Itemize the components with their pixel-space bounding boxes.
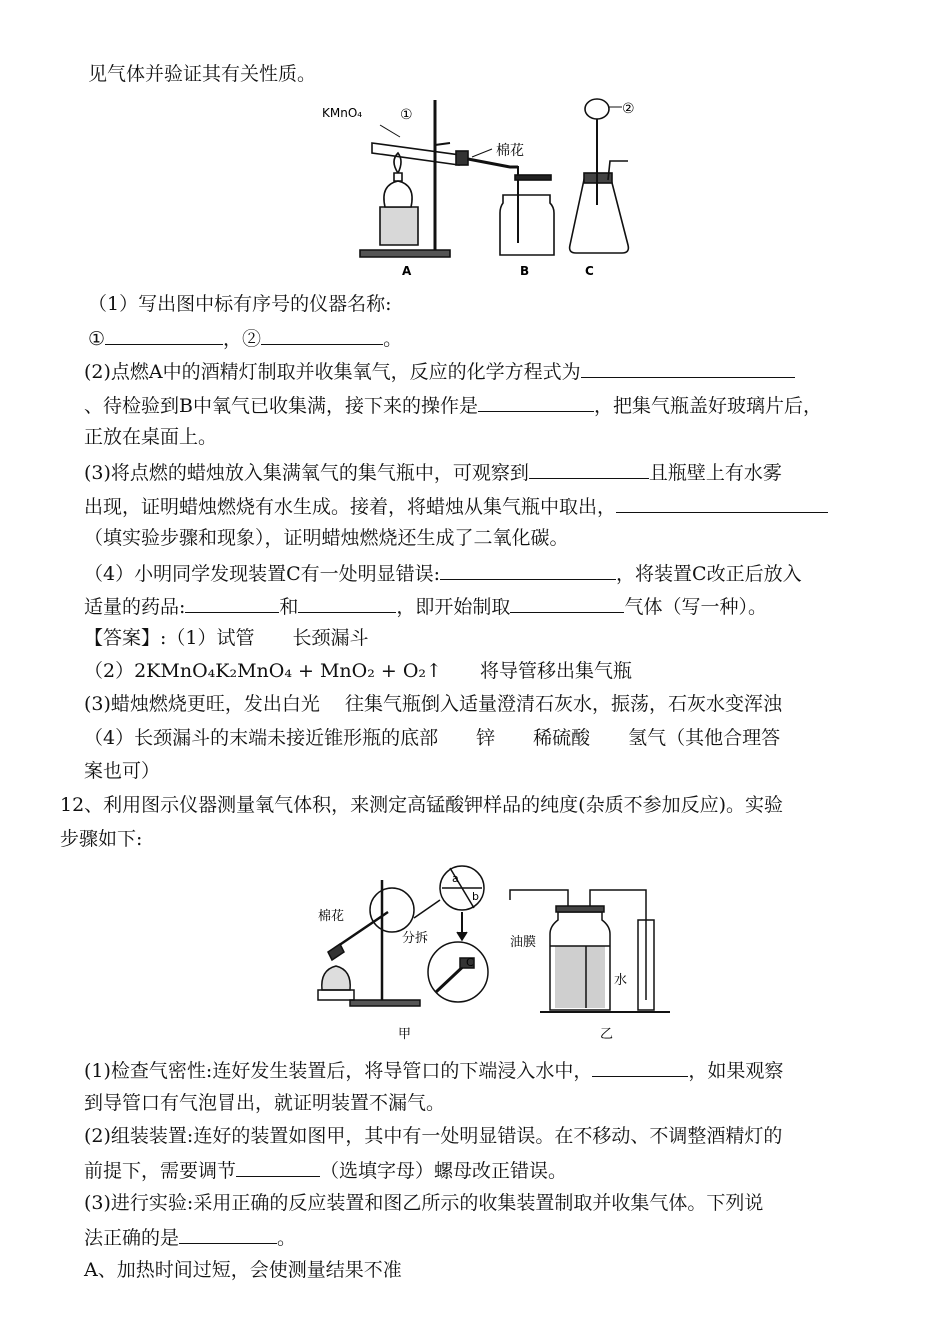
label-b: B — [520, 264, 530, 278]
label-cotton: 棉花 — [496, 143, 524, 159]
q12-stem-2: 步骤如下: — [60, 828, 143, 850]
label-water: 水 — [614, 973, 628, 988]
label-num1: ① — [400, 107, 413, 123]
long-neck-funnel — [585, 99, 609, 119]
q12-option-a: A、加热时间过短，会使测量结果不准 — [84, 1259, 402, 1281]
water-body — [555, 946, 605, 1008]
wood-block — [380, 207, 418, 245]
label-jia: 甲 — [398, 1027, 412, 1042]
q12-part1-line2: 到导管口有气泡冒出，就证明装置不漏气。 — [84, 1092, 446, 1114]
q11-part3-line3: （填实验步骤和现象），证明蜡烛燃烧还生成了二氧化碳。 — [84, 527, 569, 549]
answer-1: 【答案】:（1）试管 长颈漏斗 — [84, 627, 369, 649]
q11-part2-line3: 正放在桌面上。 — [84, 426, 218, 448]
q12-part3-line2: 法正确的是 。 — [84, 1224, 296, 1250]
stand-base — [360, 250, 450, 257]
figure-apparatus-abc — [310, 95, 650, 285]
blank-observation[interactable] — [529, 459, 649, 479]
q12-part2-line2: 前提下，需要调节 （选填字母）螺母改正错误。 — [84, 1157, 567, 1183]
q11-part2-line1: (2)点燃A中的酒精灯制取并收集氧气，反应的化学方程式为 — [84, 358, 795, 384]
blank-error[interactable] — [440, 560, 616, 580]
blank-instrument-1[interactable] — [105, 325, 223, 345]
blank-next-operation[interactable] — [478, 392, 594, 412]
answer-5: 案也可） — [84, 760, 161, 782]
blank-screw-letter[interactable] — [236, 1157, 320, 1177]
label-num2: ② — [622, 101, 635, 117]
label-c: C — [585, 264, 594, 278]
magnify-clamp — [370, 888, 414, 932]
blank-gas[interactable] — [510, 593, 624, 613]
q12-part3-line1: (3)进行实验:采用正确的反应装置和图乙所示的收集装置制取并收集气体。下列说 — [84, 1192, 764, 1214]
alcohol-lamp — [384, 181, 412, 207]
q11-part1-blanks: ① ，② 。 — [88, 325, 402, 351]
conical-flask — [570, 175, 629, 253]
q11-part4-line2: 适量的药品: 和 ，即开始制取 气体（写一种）。 — [84, 593, 767, 619]
answer-2: （2）2KMnO₄K₂MnO₄ + MnO₂ + O₂↑ 将导管移出集气瓶 — [84, 660, 632, 682]
q12-stem-1: 12、利用图示仪器测量氧气体积，来测定高锰酸钾样品的纯度(杂质不参加反应)。实验 — [60, 794, 784, 816]
label-oil-film: 油膜 — [510, 935, 537, 950]
blank-reagent-2[interactable] — [298, 593, 396, 613]
q11-part2-line2: 、待检验到B中氧气已收集满，接下来的操作是 ，把集气瓶盖好玻璃片后， — [84, 392, 822, 418]
label-small-b: b — [472, 890, 479, 903]
label-kmno4: KMnO₄ — [322, 106, 363, 120]
label-cotton-2: 棉花 — [318, 909, 345, 924]
blank-reagent-1[interactable] — [185, 593, 279, 613]
blank-correct-option[interactable] — [179, 1224, 277, 1244]
label-a: A — [402, 264, 412, 278]
q11-part3-line2: 出现，证明蜡烛燃烧有水生成。接着，将蜡烛从集气瓶中取出， — [84, 493, 828, 519]
blank-equation[interactable] — [581, 358, 795, 378]
answer-4: （4）长颈漏斗的末端未接近锥形瓶的底部 锌 稀硫酸 氢气（其他合理答 — [84, 727, 781, 749]
alcohol-lamp-2 — [322, 966, 350, 990]
test-tube — [372, 143, 460, 165]
label-yi: 乙 — [600, 1027, 614, 1042]
q12-part1-line1: (1)检查气密性:连好发生装置后，将导管口的下端浸入水中， ，如果观察 — [84, 1057, 783, 1083]
intro-text: 见气体并验证其有关性质。 — [88, 63, 317, 85]
gas-bottle — [500, 195, 554, 255]
label-small-a: a — [452, 872, 459, 885]
q12-part2-line1: (2)组装装置:连好的装置如图甲，其中有一处明显错误。在不移动、不调整酒精灯的 — [84, 1125, 783, 1147]
q11-part4-line1: （4）小明同学发现装置C有一处明显错误: ，将装置C改正后放入 — [84, 560, 802, 586]
blank-airtight-step[interactable] — [592, 1057, 688, 1077]
label-small-c: C — [466, 956, 474, 969]
blank-step[interactable] — [616, 493, 828, 513]
label-split: 分拆 — [402, 931, 429, 946]
blank-instrument-2[interactable] — [261, 325, 383, 345]
q11-part1: （1）写出图中标有序号的仪器名称: — [88, 293, 392, 315]
figure-apparatus-jia-yi — [310, 860, 680, 1045]
q11-part3-line1: (3)将点燃的蜡烛放入集满氧气的集气瓶中，可观察到 且瓶壁上有水雾 — [84, 459, 782, 485]
answer-3: (3)蜡烛燃烧更旺，发出白光 往集气瓶倒入适量澄清石灰水，振荡，石灰水变浑浊 — [84, 693, 782, 715]
